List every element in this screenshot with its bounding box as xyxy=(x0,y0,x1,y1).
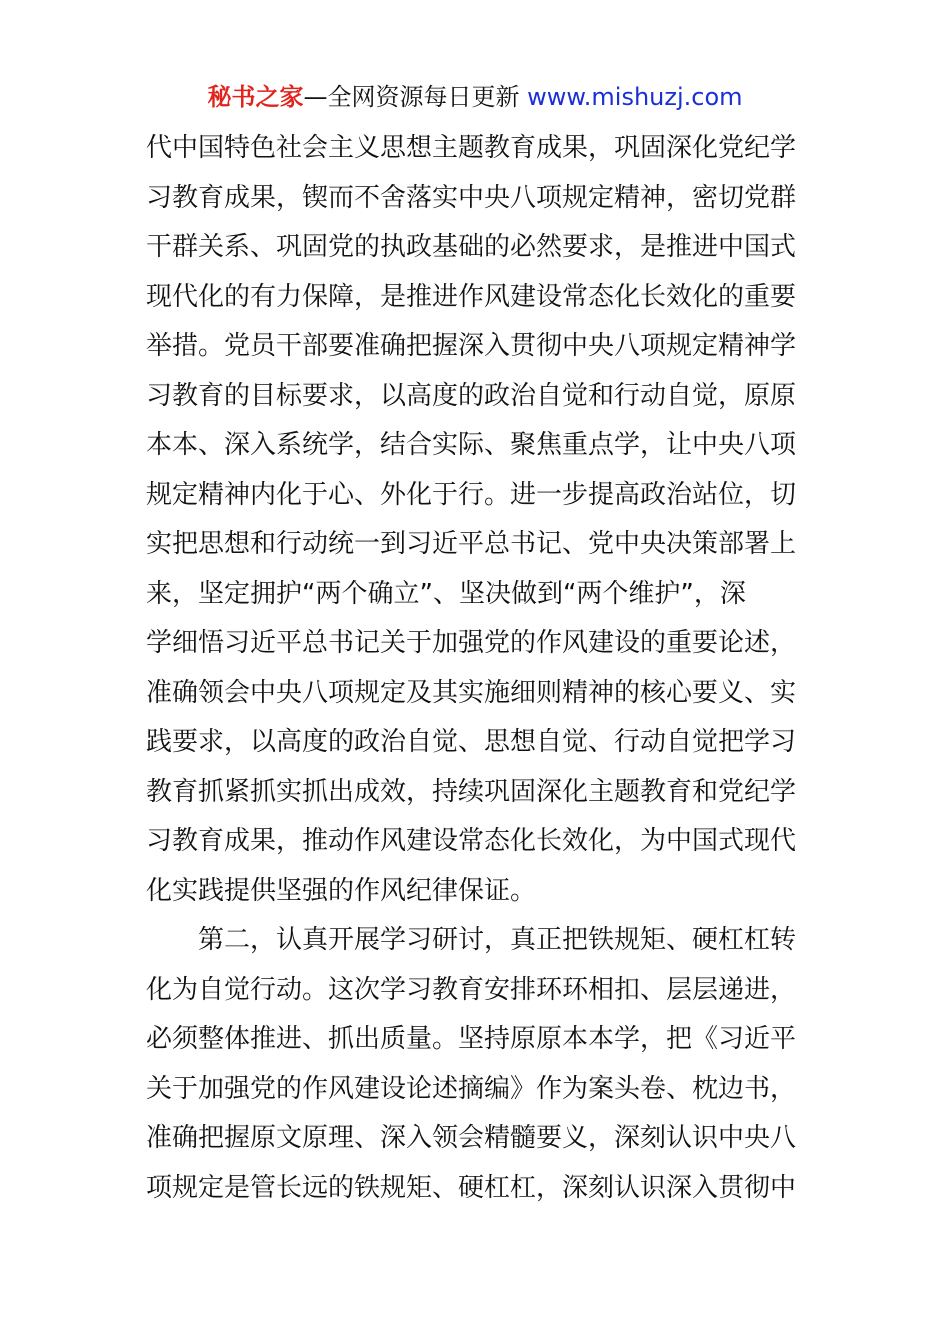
text-line: 来，坚定拥护“两个确立”、坚决做到“两个维护”，深 xyxy=(146,578,746,609)
text-line: 干群关系、巩固党的执政基础的必然要求，是推进中国式 xyxy=(146,232,797,262)
text-line: 规定精神内化于心、外化于行。进一步提高政治站位，切 xyxy=(146,479,797,510)
document-body xyxy=(146,124,810,1213)
text-line: 准确领会中央八项规定及其实施细则精神的核心要义、实 xyxy=(146,677,797,708)
site-tagline: —全网资源每日更新 xyxy=(303,83,528,111)
text-line: 举措。党员干部要准确把握深入贯彻中央八项规定精神学 xyxy=(146,331,797,361)
text-line: 代中国特色社会主义思想主题教育成果，巩固深化党纪学 xyxy=(146,133,797,163)
paragraph-start-line: 第二，认真开展学习研讨，真正把铁规矩、硬杠杠转 xyxy=(198,925,797,955)
text-line: 关于加强党的作风建设论述摘编》作为案头卷、枕边书， xyxy=(146,1073,797,1104)
text-line: 践要求，以高度的政治自觉、思想自觉、行动自觉把学习 xyxy=(146,727,797,757)
text-line: 现代化的有力保障，是推进作风建设常态化长效化的重要 xyxy=(146,281,797,312)
text-line: 化实践提供坚强的作风纪律保证。 xyxy=(146,875,537,906)
text-line: 学细悟习近平总书记关于加强党的作风建设的重要论述， xyxy=(146,628,797,658)
site-header xyxy=(0,80,950,114)
site-brand: 秘书之家 xyxy=(207,83,304,111)
text-line: 项规定是管长远的铁规矩、硬杠杠，深刻认识深入贯彻中 xyxy=(146,1172,797,1203)
text-line: 准确把握原文原理、深入领会精髓要义，深刻认识中央八 xyxy=(146,1123,797,1153)
text-line: 化为自觉行动。这次学习教育安排环环相扣、层层递进， xyxy=(146,974,797,1005)
site-url-link[interactable]: www.mishuzj.com xyxy=(527,83,743,111)
text-line: 实把思想和行动统一到习近平总书记、党中央决策部署上 xyxy=(146,529,797,559)
text-line: 必须整体推进、抓出质量。坚持原原本本学，把《习近平 xyxy=(146,1024,797,1054)
text-line: 教育抓紧抓实抓出成效，持续巩固深化主题教育和党纪学 xyxy=(146,776,797,807)
text-line: 本本、深入系统学，结合实际、聚焦重点学，让中央八项 xyxy=(146,430,797,460)
text-line: 习教育成果，锲而不舍落实中央八项规定精神，密切党群 xyxy=(146,182,797,213)
text-line: 习教育成果，推动作风建设常态化长效化，为中国式现代 xyxy=(146,826,797,856)
text-line: 习教育的目标要求，以高度的政治自觉和行动自觉，原原 xyxy=(146,380,797,411)
